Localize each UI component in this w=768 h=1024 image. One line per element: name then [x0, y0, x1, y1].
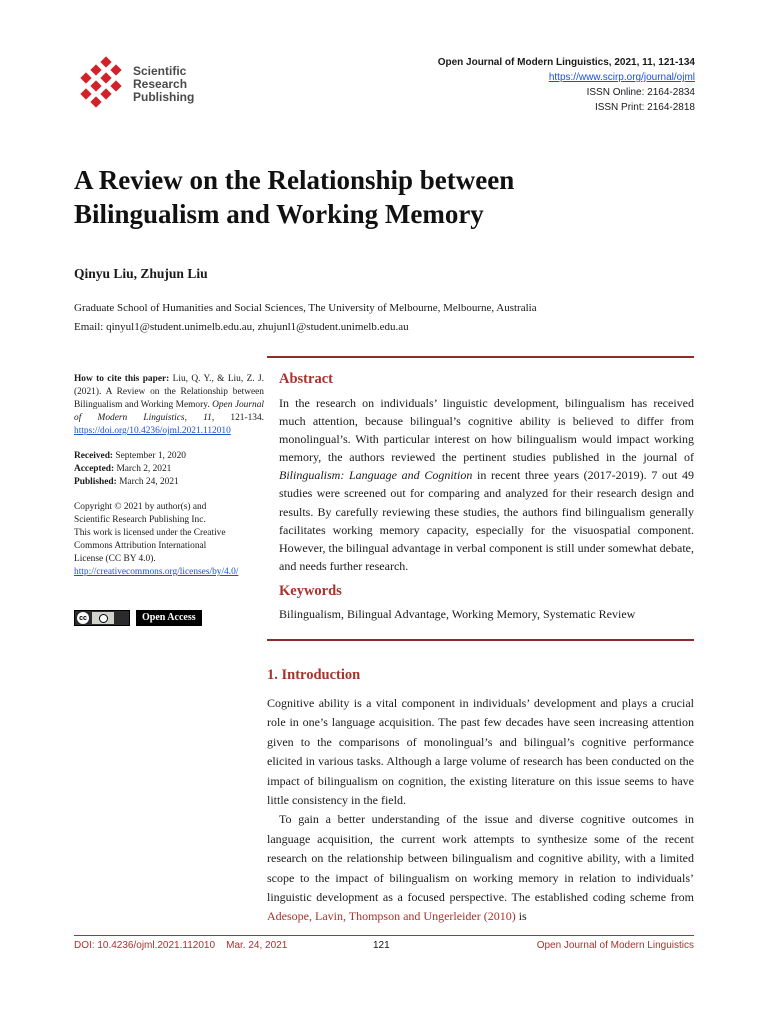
abstract-text: In the research on individuals’ linguistic development, bilingualism has received much attention, because bilingual’s cognitive ability is believed to differ from monolingual’s. With particular interest on how bilingualism would impact working memory, the authors reviewed the pertinent studies published in the journal of Bilingualism: Language and Cognition in recent three years (2017-2019). 7 out 49 studies were screened out for comparing and analyzed for their research design and results. By carefully reviewing these studies, the authors find bilingualism generally facilitates working memory capacity, especially for the visuospatial component. However, the bilingual advantage in verbal component is still under somewhat debate, and needs further research. [279, 396, 694, 573]
affiliation: Graduate School of Humanities and Social Sciences, The University of Melbourne, Melbourne, Australia [74, 302, 537, 314]
keywords-heading: Keywords [279, 583, 342, 599]
introduction-text [267, 694, 694, 927]
dates: Received: September 1, 2020 Accepted: March 2, 2021 Published: March 24, 2021 [74, 451, 186, 487]
journal-info [438, 55, 695, 115]
doi-link[interactable]: https://doi.org/10.4236/ojml.2021.112010 [74, 426, 231, 436]
footer-doi-date: DOI: 10.4236/ojml.2021.112010 Mar. 24, 2021 [74, 940, 288, 951]
authors: Qinyu Liu, Zhujun Liu [74, 266, 208, 281]
citation-sidebar [74, 373, 264, 579]
publisher-logo-icon [76, 56, 132, 112]
intro-paragraph-1: Cognitive ability is a vital component in individuals’ development and plays a crucial role in one’s language acquisition. The past few decades have seen increasing attention given to the comparisons of monolingual’s and bilingual’s cognitive performance elicited in various tasks. Although a large volume of research has been conducted on the impact of bilingualism on cognition, the existing literature on this issue seems to have little consistency in the field. [267, 696, 694, 808]
license-badges [74, 610, 202, 626]
footer-journal: Open Journal of Modern Linguistics [536, 940, 694, 951]
cc-icon: cc [77, 612, 89, 624]
footer-rule [74, 935, 694, 936]
keywords-text: Bilingualism, Bilingual Advantage, Working Memory, Systematic Review [279, 607, 636, 621]
journal-citation: Open Journal of Modern Linguistics, 2021, 11, 121-134 [437, 57, 695, 68]
issn-print: ISSN Print: 2164-2818 [594, 102, 695, 113]
abstract-top-rule [267, 356, 694, 358]
copyright-license: Copyright © 2021 by author(s) and Scientific Research Publishing Inc. This work is licensed under the Creative Commons Attribution International License (CC BY 4.0). http://creativecommons.org/licenses/by/4.0/ [74, 501, 264, 579]
journal-url-link[interactable]: https://www.scirp.org/journal/ojml [548, 72, 695, 83]
intro-paragraph-2: To gain a better understanding of the issue and diverse cognitive outcomes in language acquisition, the current work attempts to synthesize some of the recent research on the relationship between bilingualism and cognitive ability, with a limited scope to the impact of bilingualism on working memory in relation to individuals’ linguistic development as a focused perspective. The established coding scheme from Adesope, Lavin, Thompson and Ungerleider (2010) is [267, 812, 694, 924]
license-link[interactable]: http://creativecommons.org/licenses/by/4.0/ [74, 567, 239, 577]
page-number: 121 [373, 940, 390, 951]
abstract-heading: Abstract [279, 371, 333, 387]
publisher-name: Scientific Research Publishing [133, 64, 195, 104]
issn-online: ISSN Online: 2164-2834 [586, 87, 695, 98]
cc-by-badge[interactable] [74, 610, 130, 626]
reference-link[interactable]: Adesope, Lavin, Thompson and Ungerleider (2010) [267, 909, 516, 924]
affiliation-block [74, 299, 537, 337]
email: Email: qinyul1@student.unimelb.edu.au, zhujunl1@student.unimelb.edu.au [74, 321, 409, 333]
attribution-icon [92, 612, 114, 624]
how-to-cite: How to cite this paper: Liu, Q. Y., & Liu, Z. J. (2021). A Review on the Relationship between Bilingualism and Working Memory. Open Journal of Modern Linguistics, 11, 121-134. https://doi.org/10.4236/ojml.2021.112010 [74, 374, 265, 436]
introduction-heading: 1. Introduction [267, 667, 361, 683]
open-access-badge: Open Access [136, 610, 202, 626]
article-title: A Review on the Relationship between Bilingualism and Working Memory [74, 165, 515, 229]
keywords-bottom-rule [267, 639, 694, 641]
